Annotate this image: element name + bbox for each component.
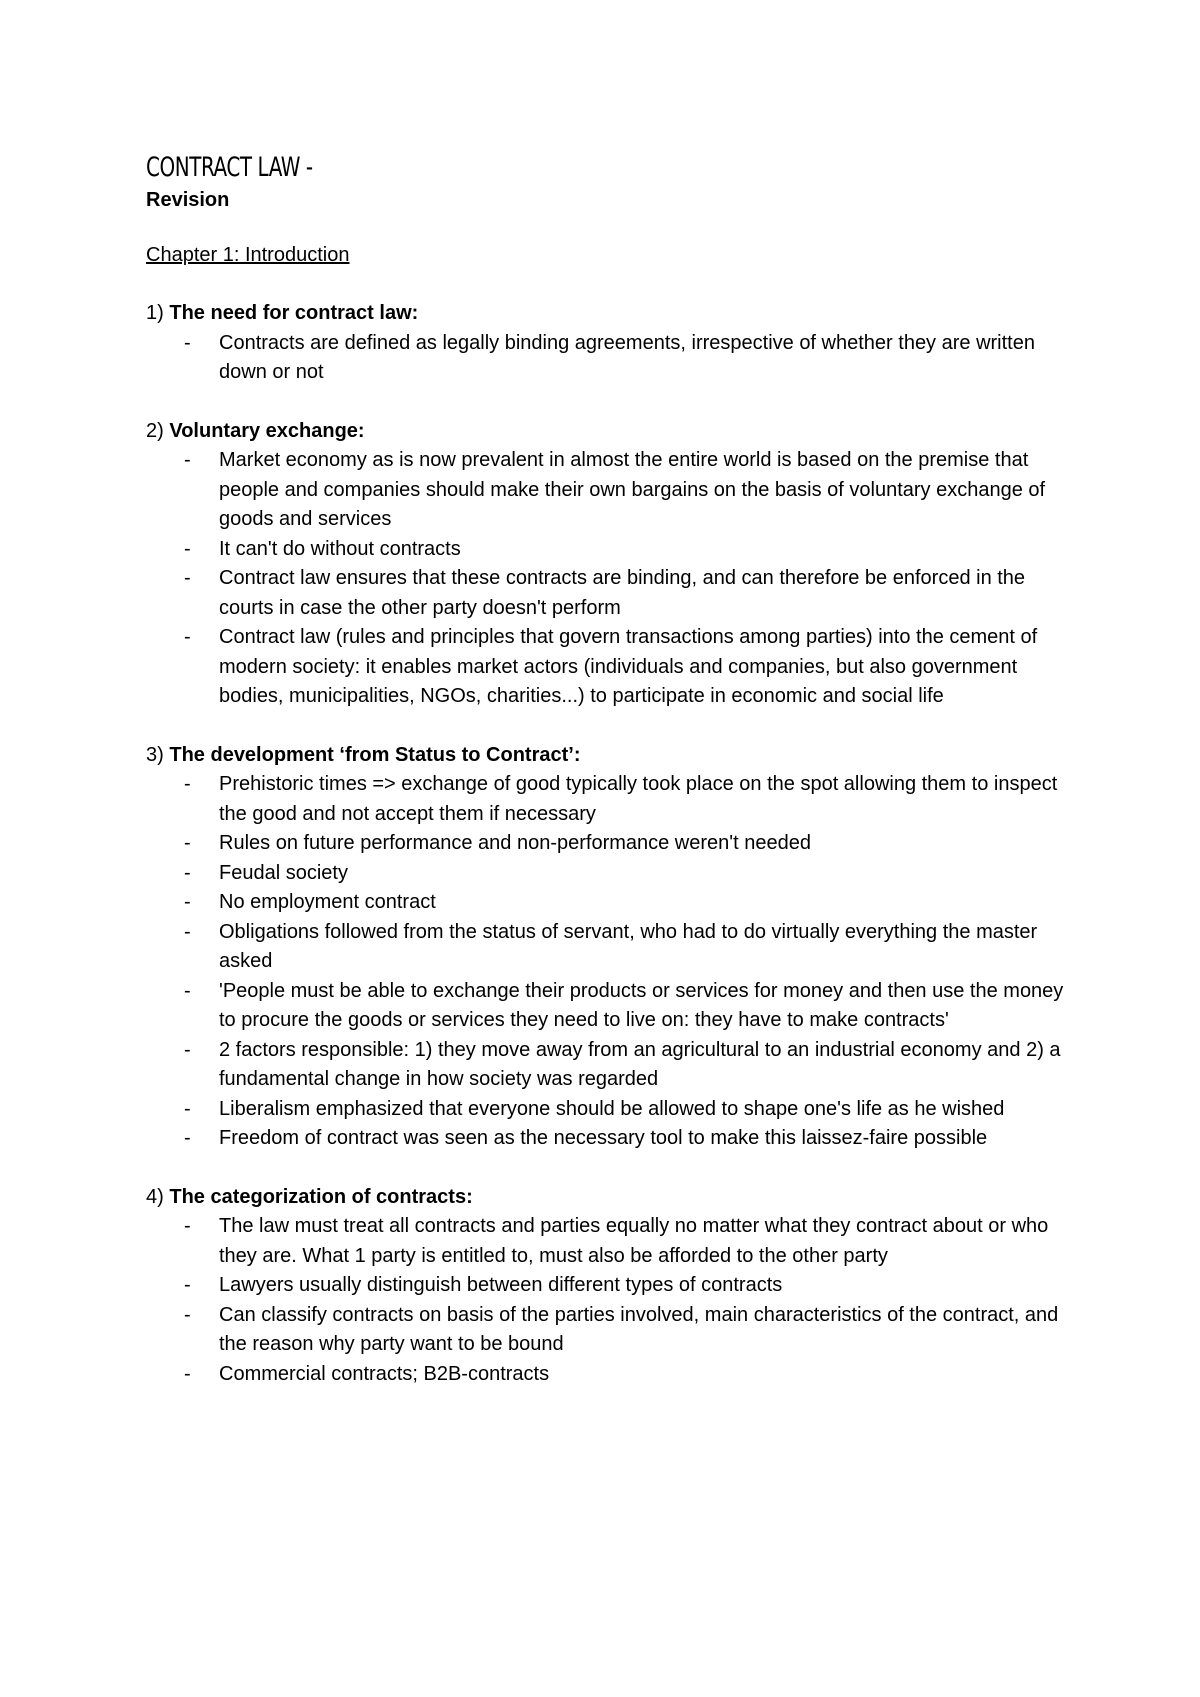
section	[146, 741, 1076, 1154]
section-heading	[146, 417, 1076, 447]
bullet-text: Freedom of contract was seen as the necessary tool to make this laissez-faire possible	[219, 1127, 988, 1149]
bullet-list	[146, 770, 1076, 1154]
bullet-text: No employment contract	[219, 891, 436, 913]
bullet-dash-marker: -	[184, 861, 191, 884]
bullet-dash-marker: -	[184, 449, 191, 471]
bullet-item	[146, 623, 1076, 712]
bullet-text: Rules on future performance and non-performance weren't needed	[219, 832, 811, 854]
chapter-heading: Chapter 1: Introduction	[146, 244, 350, 266]
bullet-text: Contracts are defined as legally binding agreements, irrespective of whether they are written down or not	[219, 331, 1035, 383]
bullet-dash-marker: -	[184, 331, 191, 354]
bullet-item	[146, 1360, 1076, 1390]
bullet-text: Market economy as is now prevalent in almost the entire world is based on the premise that people and companies should make their own bargains on the basis of voluntary exchange of goods and services	[219, 449, 1046, 530]
section	[146, 1183, 1076, 1390]
bullet-text: The law must treat all contracts and parties equally no matter what they contract about or who they are. What 1 party is entitled to, must also be afforded to the other party	[219, 1215, 1049, 1267]
bullet-dash-marker: -	[184, 920, 191, 943]
bullet-item	[146, 918, 1076, 977]
bullet-text: Contract law (rules and principles that govern transactions among parties) into the cement of modern society: it enables market actors (individuals and companies, but also government bodies, municipalities, NGOs, charities...) to participate in economic and social life	[219, 626, 1038, 707]
bullet-text: Prehistoric times => exchange of good typically took place on the spot allowing them to inspect the good and not accept them if necessary	[219, 773, 1058, 825]
sections-container	[146, 299, 1076, 1389]
bullet-text: Commercial contracts; B2B-contracts	[219, 1362, 550, 1385]
bullet-dash-marker: -	[184, 979, 191, 1002]
bullet-item	[146, 1036, 1076, 1095]
bullet-list	[146, 1212, 1076, 1389]
bullet-item	[146, 859, 1076, 889]
bullet-item	[146, 1301, 1076, 1360]
bullet-dash-marker: -	[184, 773, 191, 795]
bullet-list	[146, 329, 1076, 388]
bullet-item	[146, 829, 1076, 859]
bullet-text: Contract law ensures that these contracts are binding, and can therefore be enforced in the courts in case the other party doesn't perform	[219, 567, 1026, 619]
bullet-item	[146, 329, 1076, 388]
document-page	[146, 150, 1076, 1389]
bullet-dash-marker: -	[184, 1362, 191, 1385]
section-number: 4)	[146, 1185, 164, 1208]
section-heading-text: The development ‘from Status to Contract’:	[169, 743, 581, 766]
bullet-item	[146, 1212, 1076, 1271]
bullet-item	[146, 1271, 1076, 1301]
bullet-text: Can classify contracts on basis of the parties involved, main characteristics of the contract, and the reason why party want to be bound	[219, 1303, 1059, 1355]
bullet-item	[146, 564, 1076, 623]
bullet-item	[146, 535, 1076, 565]
bullet-item	[146, 888, 1076, 918]
section	[146, 299, 1076, 388]
bullet-dash-marker: -	[184, 1215, 191, 1237]
bullet-item	[146, 977, 1076, 1036]
section	[146, 417, 1076, 712]
bullet-text: Lawyers usually distinguish between different types of contracts	[219, 1274, 783, 1296]
bullet-dash-marker: -	[184, 1303, 191, 1326]
bullet-dash-marker: -	[184, 537, 191, 560]
bullet-dash-marker: -	[184, 1127, 191, 1149]
bullet-dash-marker: -	[184, 891, 191, 913]
document-subtitle: Revision	[146, 189, 230, 211]
section-heading-text: Voluntary exchange:	[169, 419, 365, 442]
bullet-item	[146, 1124, 1076, 1154]
bullet-dash-marker: -	[184, 567, 191, 589]
bullet-dash-marker: -	[184, 1038, 191, 1061]
bullet-item	[146, 770, 1076, 829]
bullet-text: Feudal society	[219, 861, 348, 884]
section-number: 2)	[146, 419, 164, 442]
document-title: CONTRACT LAW -	[146, 152, 313, 183]
bullet-dash-marker: -	[184, 1274, 191, 1296]
section-heading-text: The categorization of contracts:	[169, 1185, 473, 1208]
bullet-list	[146, 446, 1076, 712]
bullet-text: Liberalism emphasized that everyone should be allowed to shape one's life as he wished	[219, 1097, 1005, 1120]
bullet-item	[146, 1095, 1076, 1125]
bullet-dash-marker: -	[184, 832, 191, 854]
section-heading	[146, 299, 1076, 329]
bullet-text: 'People must be able to exchange their products or services for money and then use the money to procure the goods or services they need to live on: they have to make contracts'	[219, 979, 1064, 1031]
bullet-item	[146, 446, 1076, 535]
bullet-text: Obligations followed from the status of servant, who had to do virtually everything the master asked	[219, 920, 1038, 972]
section-number: 1)	[146, 302, 164, 324]
bullet-text: 2 factors responsible: 1) they move away from an agricultural to an industrial economy and 2) a fundamental change in how society was regarded	[219, 1038, 1061, 1090]
section-number: 3)	[146, 743, 164, 766]
section-heading-text: The need for contract law:	[169, 302, 419, 324]
bullet-text: It can't do without contracts	[219, 537, 461, 560]
bullet-dash-marker: -	[184, 626, 191, 648]
section-heading	[146, 1183, 1076, 1213]
bullet-dash-marker: -	[184, 1097, 191, 1120]
section-heading	[146, 741, 1076, 771]
